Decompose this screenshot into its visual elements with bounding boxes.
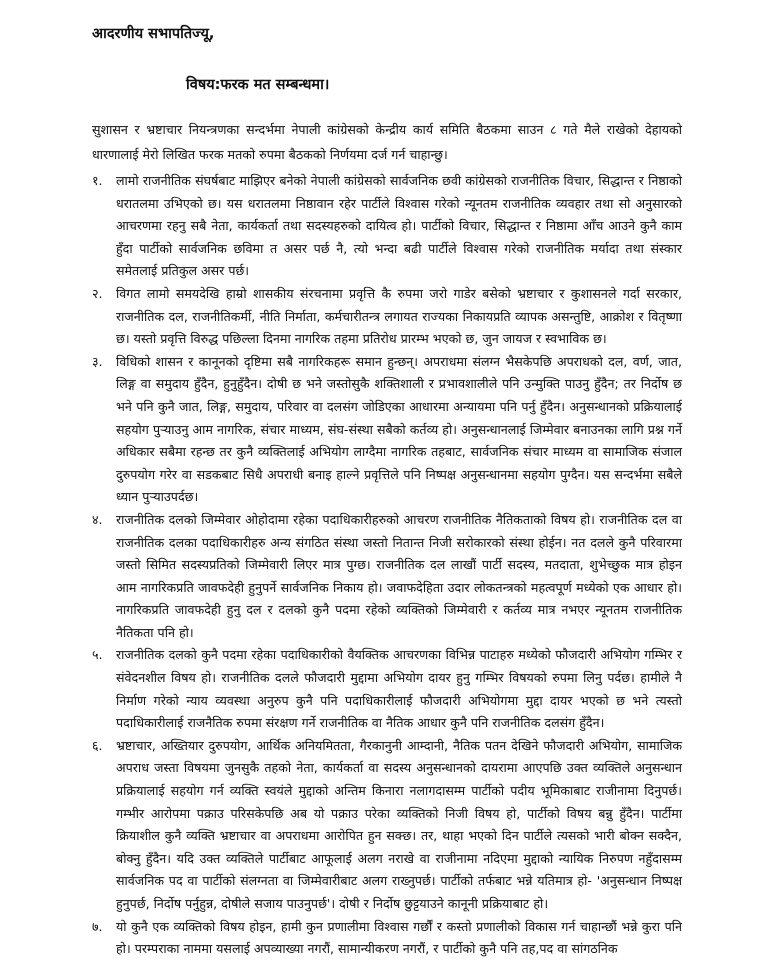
point-5 (92, 644, 682, 734)
point-3 (92, 351, 682, 509)
point-number: ७. (92, 918, 103, 934)
intro-paragraph: सुशासन र भ्रष्टाचार नियन्त्रणका सन्दर्भमा नेपाली कांग्रेसको केन्द्रीय कार्य समिति बैठकमा साउन ८ गते मैले राखेको देहायको धारणालाई मेरो लिखित फरक मतको रुपमा बैठकको निर्णयमा दर्ज गर्न चाहान्छु। (92, 122, 682, 162)
point-text: यो कुनै एक व्यक्तिको विषय होइन, हामी कुन प्रणालीमा विश्वास गर्छौं र कस्तो प्रणालीको विकास गर्न चाहान्छौं भन्ने कुरा पनि हो। परम्पराका नाममा यसलाई अपव्याख्या नगरौं, सामान्यीकरण नगरौं, र पार्टीको कुनै पनि तह,पद वा सांगठनिक (116, 918, 682, 957)
point-2 (92, 283, 682, 351)
point-7 (92, 916, 682, 961)
point-text: लामो राजनीतिक संघर्षबाट माझिएर बनेको नेपाली कांग्रेसको सार्वजनिक छवी कांग्रेसको राजनीतिक विचार, सिद्धान्त र निष्ठाको धरातलमा उभिएको छ। यस धरातलमा निष्ठावान रहेर पार्टीले विश्वास गरेको न्यूनतम राजनीतिक व्यवहार तथा सो अनुसारको आचरणमा रहनु सबै नेता, कार्यकर्ता तथा सदस्यहरुको दायित्व हो। पार्टीको विचार, सिद्धान्त र निष्ठामा आँच आउने कुनै काम हुँदा पार्टीको सार्वजनिक छविमा त असर पर्छ नै, त्यो भन्दा बढी पार्टीले विश्वास गरेको राजनीतिक मर्यादा तथा संस्कार समेतलाई प्रतिकुल असर पर्छ। (116, 173, 682, 279)
point-text: विगत लामो समयदेखि हाम्रो शासकीय संरचनामा प्रवृत्ति कै रुपमा जरो गाडेर बसेको भ्रष्टाचार र कुशासनले गर्दा सरकार, राजनीतिक दल, राजनीतिकर्मी, नीति निर्माता, कर्मचारीतन्त्र लगायत राज्यका निकायप्रति व्यापक असन्तुष्टि, आक्रोश र वितृष्णा छ। यस्तो प्रवृत्ति विरुद्ध पछिल्ला दिनमा नागरिक तहमा प्रतिरोध प्रारम्भ भएको छ, जुन जायज र स्वभाविक छ। (116, 285, 682, 347)
point-6 (92, 735, 682, 916)
point-1 (92, 170, 682, 283)
salutation: आदरणीय सभापतिज्यू, (92, 26, 215, 42)
point-number: ३. (92, 353, 103, 369)
point-text: भ्रष्टाचार, अख्तियार दुरुपयोग, आर्थिक अनियमितता, गैरकानुनी आम्दानी, नैतिक पतन देखिने फौजदारी अभियोग, सामाजिक अपराध जस्ता विषयमा जुनसुकै तहको नेता, कार्यकर्ता वा सदस्य अनुसन्धानको दायरामा आएपछि उक्त व्यक्तिले अनुसन्धान प्रक्रियालाई सहयोग गर्न व्यक्ति स्वयंले मुद्दाको अन्तिम किनारा नलागदासम्म पार्टीको पदीय भूमिकाबाट राजीनामा दिनुपर्छ। गम्भीर आरोपमा पक्राउ परिसकेपछि अब यो पक्राउ परेका व्यक्तिको निजी विषय हो, पार्टीको विषय बन्नु हुँदैन। पार्टीमा क्रियाशील कुनै व्यक्ति भ्रष्टाचार वा अपराधमा आरोपित हुन सक्छ। तर, थाहा भएको दिन पार्टीले त्यसको भारी बोक्न सक्दैन, बोक्नु हुँदैन। यदि उक्त व्यक्तिले पार्टीबाट आफूलाई अलग नराखे वा राजीनामा नदिएमा मुद्दाको न्यायिक निरुपण नहुँदासम्म सार्वजनिक पद वा पार्टीको संलग्नता वा जिम्मेवारीबाट अलग राख्नुपर्छ। पार्टीको तर्फबाट भन्ने यतिमात्र हो- 'अनुसन्धान निष्पक्ष हुनुपर्छ, निर्दोष पर्नुहुन्न, दोषीले सजाय पाउनुपर्छ'। दोषी र निर्दोष छुट्टयाउने कानूनी प्रक्रियाबाट हो। (116, 737, 682, 911)
point-number: ४. (92, 511, 103, 527)
point-number: २. (92, 285, 103, 301)
point-text: राजनीतिक दलको कुनै पदमा रहेका पदाधिकारीको वैयक्तिक आचरणका विभिन्न पाटाहरु मध्येको फौजदारी अभियोग गम्भिर र संवेदनशील विषय हो। राजनीतिक दलले फौजदारी मुद्दामा अभियोग दायर हुनु गम्भिर विषयको रुपमा लिनु पर्दछ। हामीले नै निर्माण गरेको न्याय व्यवस्था अनुरुप कुनै पनि पदाधिकारीलाई फौजदारी अभियोगमा मुद्दा दायर भएको छ भने त्यस्तो पदाधिकारीलाई राजनैतिक रुपमा संरक्षण गर्ने राजनीतिक वा नैतिक आधार कुनै पनि राजनीतिक दलसंग हुँदैन। (116, 647, 682, 731)
point-number: ६. (92, 737, 103, 753)
point-number: ५. (92, 647, 103, 663)
point-4 (92, 509, 682, 645)
numbered-points (92, 170, 682, 961)
point-text: विधिको शासन र कानूनको दृष्टिमा सबै नागरिकहरू समान हुन्छन्। अपराधमा संलग्न भैसकेपछि अपराधको दल, वर्ण, जात, लिङ्ग वा समुदाय हुँदैन, हुनुहुँदैन। दोषी छ भने जस्तोसुकै शक्तिशाली र प्रभावशालीले पनि उन्मुक्ति पाउनु हुँदैन; तर निर्दोष छ भने पनि कुनै जात, लिङ्ग, समुदाय, परिवार वा दलसंग जोडिएका आधारमा अन्यायमा पनि पर्नु हुँदैन। अनुसन्धानको प्रक्रियालाई सहयोग पुऱ्याउनु आम नागरिक, संचार माध्यम, संघ-संस्था सबैको कर्तव्य हो। अनुसन्धानलाई जिम्मेवार बनाउनका लागि प्रश्न गर्ने अधिकार सबैमा रहन्छ तर कुनै व्यक्तिलाई अभियोग लाग्दैमा नागरिक तहबाट, सार्वजनिक संचार माध्यम वा सामाजिक संजाल दुरुपयोग गरेर वा सडकबाट सिधै अपराधी बनाइ हाल्ने प्रवृत्तिले पनि निष्पक्ष अनुसन्धानमा सहयोग पुग्दैन। यस सन्दर्भमा सबैले ध्यान पुऱ्याउपर्दछ। (116, 353, 682, 505)
subject-line: विषय:फरक मत सम्बन्धमा। (186, 77, 330, 93)
point-number: १. (92, 173, 103, 188)
point-text: राजनीतिक दलको जिम्मेवार ओहोदामा रहेका पदाधिकारीहरुको आचरण राजनीतिक नैतिकताको विषय हो। राजनीतिक दल वा राजनीतिक दलका पदाधिकारीहरु अन्य संगठित संस्था जस्तो नितान्त निजी सरोकारको संस्था होईन। नत दलले कुनै परिवारमा जस्तो सिमित सदस्यप्रतिको जिम्मेवारी लिएर मात्र पुग्छ। राजनीतिक दल लाखौं पार्टी सदस्य, मतदाता, शुभेच्छुक मात्र होइन आम नागरिकप्रति जावफदेही हुनुपर्ने सार्वजनिक निकाय हो। जवाफदेहिता उदार लोकतन्त्रको महत्वपूर्ण मध्येको एक आधार हो। नागरिकप्रति जावफदेही हुनु दल र दलको कुनै पदमा रहेको व्यक्तिको जिम्मेवारी र कर्तव्य मात्र नभएर न्यूनतम राजनीतिक नैतिकता पनि हो। (116, 511, 682, 640)
